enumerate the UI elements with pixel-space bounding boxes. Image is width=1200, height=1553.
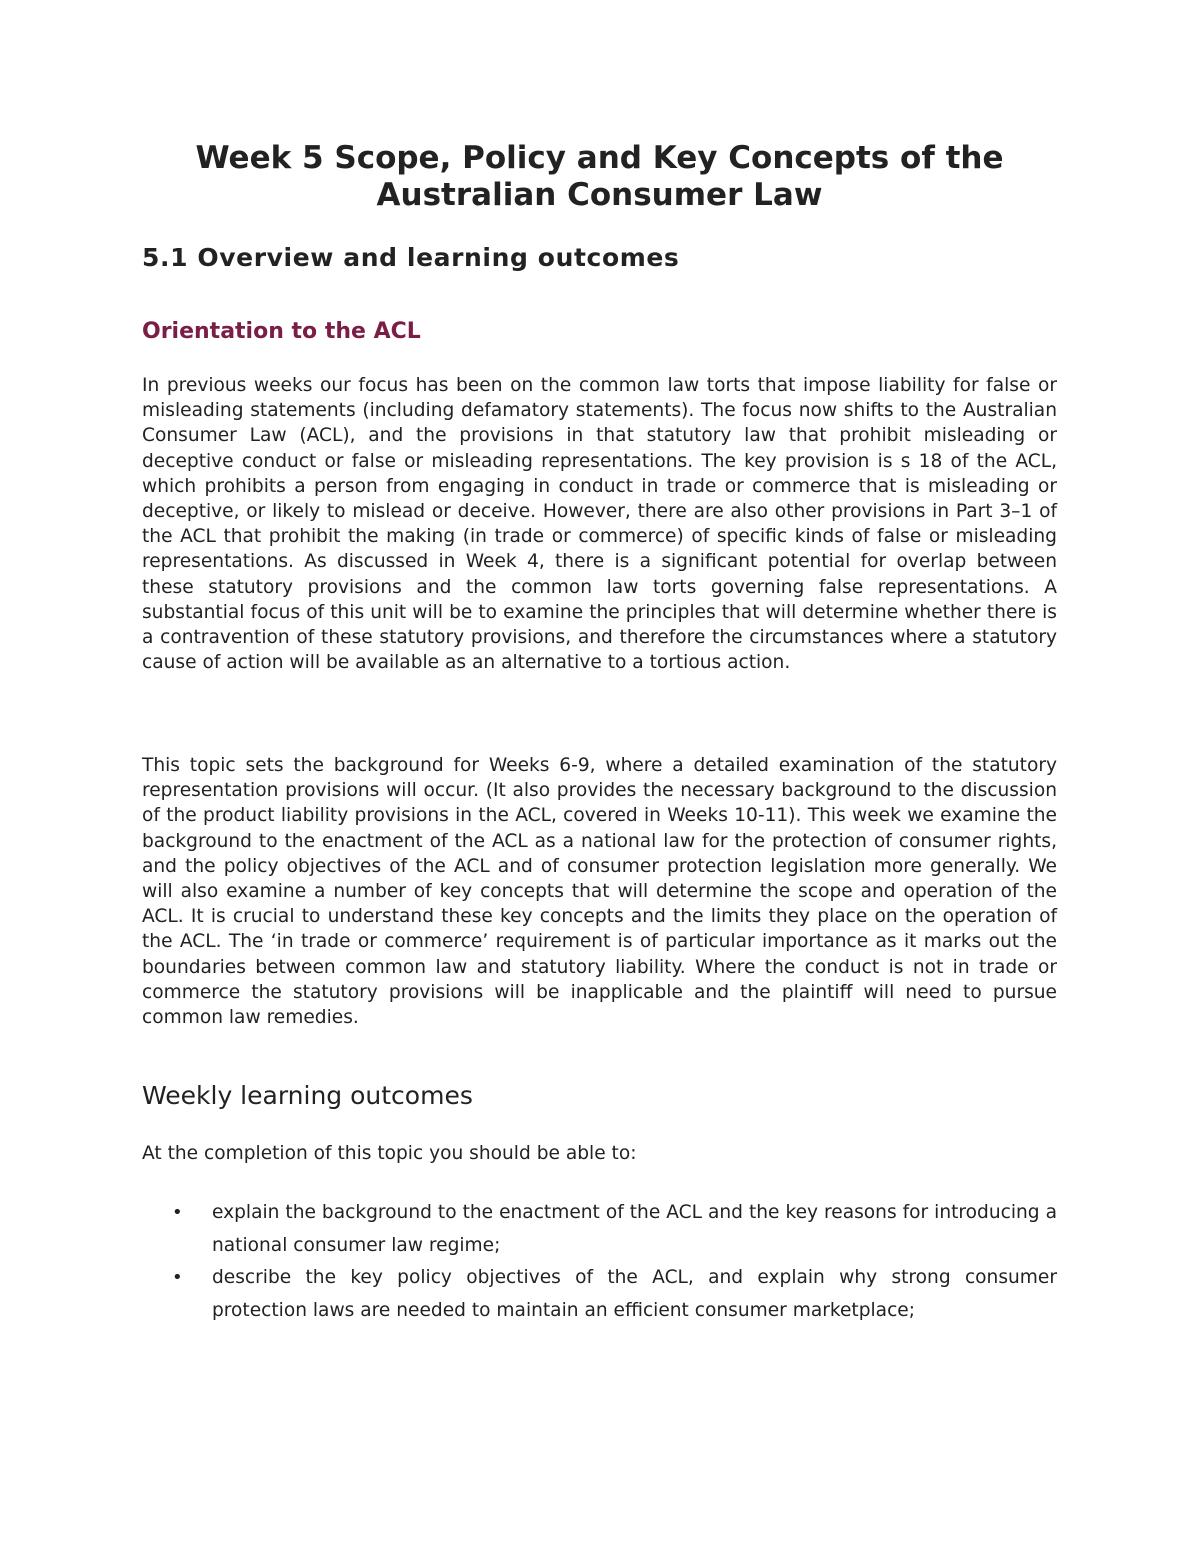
outcomes-intro: At the completion of this topic you should be able to: [142,1143,637,1164]
paragraph-orientation: In previous weeks our focus has been on the common law torts that impose liability for false or misleading statements (including defamatory statements). The focus now shifts to the Australian Consumer Law (ACL), and the provisions in that statutory law that prohibit misleading or deceptive conduct or false or misleading representations. The key provision is s 18 of the ACL, which prohibits a person from engaging in conduct in trade or commerce that is misleading or deceptive, or likely to mislead or deceive. However, there are also other provisions in Part 3–1 of the ACL that prohibit the making (in trade or commerce) of specific kinds of false or misleading representations. As discussed in Week 4, there is a significant potential for overlap between these statutory provisions and the common law torts governing false representations. A substantial focus of this unit will be to examine the principles that will determine whether there is a contravention of these statutory provisions, and therefore the circumstances where a statutory cause of action will be available as an alternative to a tortious action. [142,375,1057,674]
outcomes-list [142,1197,1057,1327]
bullet-icon: • [172,1267,183,1288]
paragraph-background: This topic sets the background for Weeks 6-9, where a detailed examination of the statutory representation provisions will occur. (It also provides the necessary background to the discussion of the product liability provisions in the ACL, covered in Weeks 10-11). This week we examine the background to the enactment of the ACL as a national law for the protection of consumer rights, and the policy objectives of the ACL and of consumer protection legislation more generally. We will also examine a number of key concepts that will determine the scope and operation of the ACL. It is crucial to understand these key concepts and the limits they place on the operation of the ACL. The ‘in trade or commerce’ requirement is of particular importance as it marks out the boundaries between common law and statutory liability. Where the conduct is not in trade or commerce the statutory provisions will be inapplicable and the plaintiff will need to pursue common law remedies. [142,755,1057,1029]
sub-heading-orientation: Orientation to the ACL [142,319,421,344]
section-heading: 5.1 Overview and learning outcomes [142,243,680,272]
document-title: Week 5 Scope, Policy and Key Concepts of the Australian Consumer Law [195,140,1004,213]
outcomes-heading: Weekly learning outcomes [142,1081,473,1110]
list-item [142,1197,1057,1262]
bullet-icon: • [172,1202,183,1223]
list-item [142,1262,1057,1327]
list-item-text: describe the key policy objectives of the ACL, and explain why strong consumer protection laws are needed to maintain an efficient consumer marketplace; [212,1267,1057,1321]
list-item-text: explain the background to the enactment of the ACL and the key reasons for introducing a national consumer law regime; [212,1202,1057,1256]
